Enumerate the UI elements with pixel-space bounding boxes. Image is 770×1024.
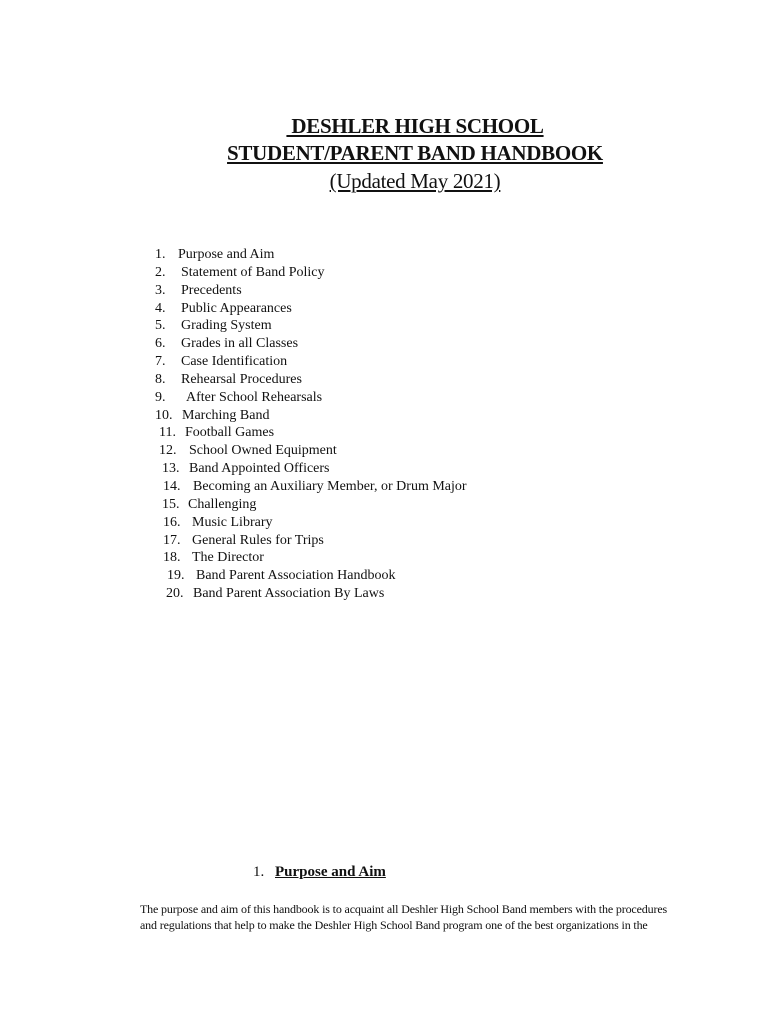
toc-item xyxy=(155,549,467,567)
section-title: Purpose and Aim xyxy=(275,864,386,880)
toc-item-label: General Rules for Trips xyxy=(192,532,324,548)
toc-item xyxy=(155,335,467,353)
toc-item-label: Marching Band xyxy=(182,407,270,423)
toc-item-label: Band Appointed Officers xyxy=(189,461,330,477)
toc-item-number: 15. xyxy=(162,496,180,512)
title-block xyxy=(0,113,770,196)
handbook-title: STUDENT/PARENT BAND HANDBOOK xyxy=(227,141,603,165)
toc-item-label: After School Rehearsals xyxy=(186,389,323,405)
toc-item xyxy=(155,407,467,425)
toc-item-number: 5. xyxy=(155,318,166,334)
toc-item-number: 8. xyxy=(155,371,166,387)
toc-item-label: Public Appearances xyxy=(181,300,292,316)
toc-item xyxy=(155,264,467,282)
toc-item xyxy=(155,389,467,407)
toc-item xyxy=(155,282,467,300)
toc-item-label: Case Identification xyxy=(181,354,288,370)
toc-item xyxy=(155,585,467,603)
toc-item-number: 18. xyxy=(163,550,181,566)
toc-item-number: 1. xyxy=(155,247,166,262)
toc-item-number: 12. xyxy=(159,443,177,459)
toc-item-label: Challenging xyxy=(188,496,257,512)
toc-item xyxy=(155,371,467,389)
toc-item-number: 11. xyxy=(159,425,176,441)
toc-item xyxy=(155,300,467,318)
table-of-contents xyxy=(155,246,467,603)
toc-item xyxy=(155,442,467,460)
toc-item xyxy=(155,478,467,496)
toc-item-number: 7. xyxy=(155,354,166,370)
toc-item-label: Grades in all Classes xyxy=(181,336,299,352)
toc-item-label: Purpose and Aim xyxy=(178,247,275,262)
toc-item-number: 14. xyxy=(163,478,181,494)
toc-item-number: 13. xyxy=(162,461,180,477)
toc-item xyxy=(155,460,467,478)
updated-date: (Updated May 2021) xyxy=(329,169,501,193)
toc-item-label: Becoming an Auxiliary Member, or Drum Major xyxy=(193,478,467,494)
toc-item xyxy=(155,514,467,532)
school-name-title: DESHLER HIGH SCHOOL xyxy=(286,114,544,138)
toc-item-label: School Owned Equipment xyxy=(189,443,337,459)
toc-item-number: 9. xyxy=(155,389,166,405)
toc-item xyxy=(155,353,467,371)
toc-item-label: Band Parent Association By Laws xyxy=(193,586,385,602)
section-heading xyxy=(253,864,386,881)
toc-item-label: Statement of Band Policy xyxy=(181,264,325,280)
toc-item xyxy=(155,246,467,264)
toc-item-label: Football Games xyxy=(185,425,275,441)
toc-item-label: Grading System xyxy=(181,318,272,334)
body-paragraph-line: and regulations that help to make the Deshler High School Band program one of the best organizations in the xyxy=(140,918,648,932)
toc-item xyxy=(155,532,467,550)
toc-item-number: 10. xyxy=(155,407,173,423)
toc-item-number: 16. xyxy=(163,514,181,530)
toc-item xyxy=(155,496,467,514)
toc-item-number: 19. xyxy=(167,568,185,584)
toc-item-number: 20. xyxy=(166,586,184,602)
toc-item-label: Band Parent Association Handbook xyxy=(196,568,396,584)
section-body xyxy=(140,901,706,933)
toc-item-number: 6. xyxy=(155,336,166,352)
toc-item-number: 2. xyxy=(155,264,166,280)
toc-item-number: 4. xyxy=(155,300,166,316)
toc-item xyxy=(155,567,467,585)
toc-item-label: Rehearsal Procedures xyxy=(181,371,302,387)
toc-item xyxy=(155,317,467,335)
section-number: 1. xyxy=(253,864,265,880)
body-paragraph-line: The purpose and aim of this handbook is to acquaint all Deshler High School Band members with the procedures xyxy=(140,902,668,916)
toc-item-number: 17. xyxy=(163,532,181,548)
toc-item-label: Precedents xyxy=(181,282,242,298)
toc-item-label: Music Library xyxy=(192,514,273,530)
toc-item-number: 3. xyxy=(155,282,166,298)
toc-item xyxy=(155,424,467,442)
toc-item-label: The Director xyxy=(192,550,264,566)
